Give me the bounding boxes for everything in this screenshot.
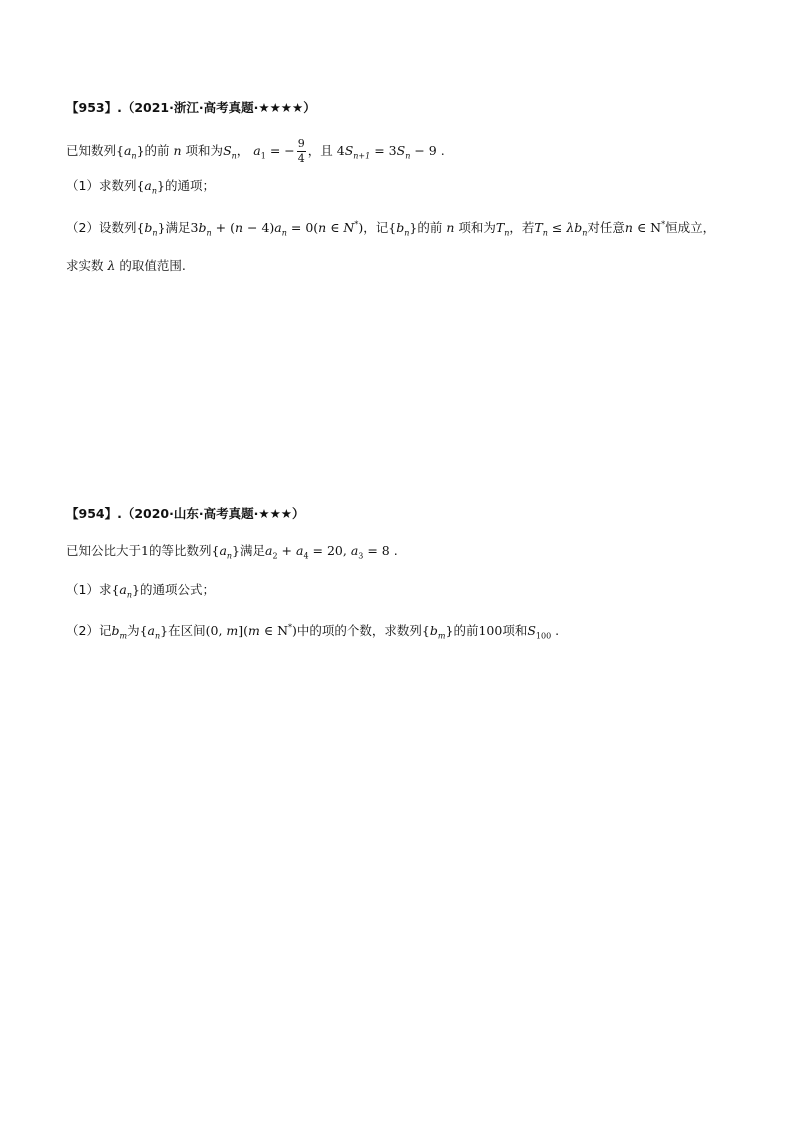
- problem-953-part2: （2）设数列$\{b_n\}$满足$3b_n + (n - 4)a_n = 0(n$ ∈ N*)，记$\{b_n\}$的前 n 项和为$T_n$，若$T_n \le \lambda b_n$对任意n ∈ N*恒成立，: [66, 219, 716, 238]
- problem-953-part2-line2: 求实数 λ 的取值范围.: [66, 258, 186, 273]
- problem-954-stem: 已知公比大于1的等比数列$\{a_n\}$满足$a_2 + a_4 = 20$, $a_3 = 8$ .: [66, 543, 398, 561]
- problem-953-part1: （1）求数列$\{a_n\}$的通项；: [66, 178, 215, 196]
- problem-954-part2: （2）记$b_m$为$\{a_n\}$在区间(0, m](m ∈ N*)中的项的个数，求数列$\{b_m\}$的前100项和$S_{100}$ .: [66, 622, 560, 641]
- problem-953-heading: 【953】.（2021·浙江·高考真题·★★★★）: [66, 100, 316, 115]
- problem-954-part1: （1）求$\{a_n\}$的通项公式；: [66, 582, 215, 600]
- problem-953-stem: 已知数列$\{a_n\}$的前 n 项和为$S_n$， $a_1$ = − $\frac{9}{4}$ ，且 $4S_{n+1} = 3S_n - 9$ .: [66, 137, 445, 165]
- problem-954-heading: 【954】.（2020·山东·高考真题·★★★）: [66, 506, 305, 521]
